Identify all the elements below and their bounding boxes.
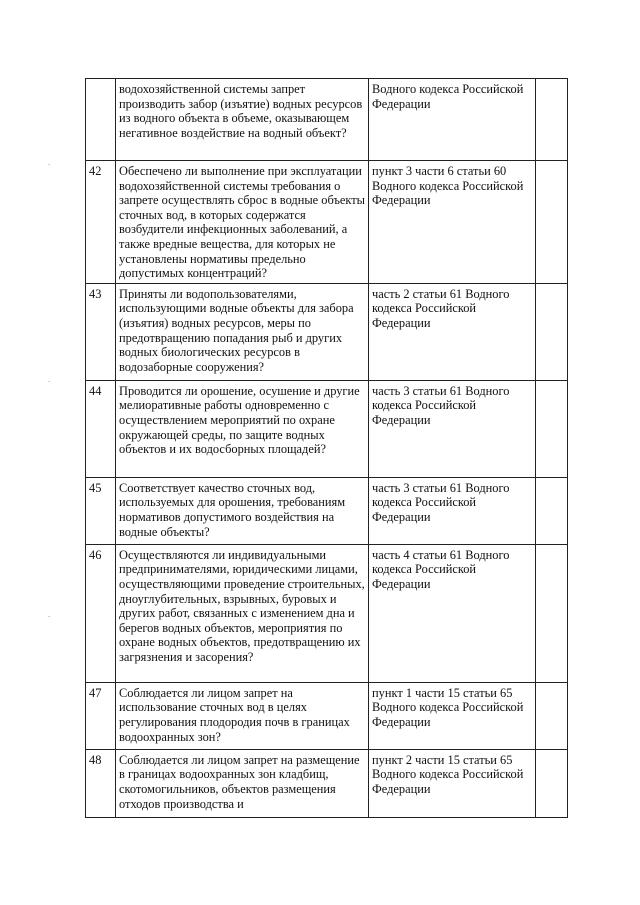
table-row bbox=[86, 283, 568, 380]
question-text: Приняты ли водопользователями, использующими водные объекты для забора (изъятия) водных ресурсов, меры по предотвращению попадания рыб и других водных биологических ресурсов в водозаборные сооружения? bbox=[116, 283, 369, 380]
row-number: 43 bbox=[86, 283, 116, 380]
table-row bbox=[86, 477, 568, 544]
legal-reference: Водного кодекса Российской Федерации bbox=[369, 79, 536, 161]
question-text: Обеспечено ли выполнение при эксплуатации водохозяйственной системы требования о запрете осуществлять сброс в водные объекты сточных вод, в которых содержатся возбудители инфекционных заболеваний, а также вредные вещества, для которых не установлены нормативы предельно допустимых концентраций? bbox=[116, 161, 369, 284]
table-row bbox=[86, 79, 568, 161]
question-text: Соблюдается ли лицом запрет на размещение в границах водоохранных зон кладбищ, скотомогильников, объектов размещения отходов производства и bbox=[116, 749, 369, 817]
row-number bbox=[86, 79, 116, 161]
legal-reference: часть 3 статьи 61 Водного кодекса Российской Федерации bbox=[369, 380, 536, 477]
row-number: 42 bbox=[86, 161, 116, 284]
legal-reference: часть 4 статьи 61 Водного кодекса Российской Федерации bbox=[369, 544, 536, 682]
row-number: 48 bbox=[86, 749, 116, 817]
row-number: 46 bbox=[86, 544, 116, 682]
margin-mark: . bbox=[48, 374, 51, 384]
note-cell bbox=[536, 79, 568, 161]
table-row bbox=[86, 682, 568, 749]
legal-reference: часть 2 статьи 61 Водного кодекса Российской Федерации bbox=[369, 283, 536, 380]
margin-mark: . bbox=[48, 157, 51, 167]
question-text: Осуществляются ли индивидуальными предпринимателями, юридическими лицами, осуществляющими проведение строительных, дноуглубительных, взрывных, буровых и других работ, связанных с изменением дна и берегов водных объектов, мероприятия по охране водных объектов, предотвращению их загрязнения и засорения? bbox=[116, 544, 369, 682]
question-text: Соответствует качество сточных вод, используемых для орошения, требованиям нормативов допустимого воздействия на водные объекты? bbox=[116, 477, 369, 544]
question-text: Соблюдается ли лицом запрет на использование сточных вод в целях регулирования плодородия почв в границах водоохранных зон? bbox=[116, 682, 369, 749]
note-cell bbox=[536, 544, 568, 682]
legal-reference: часть 3 статьи 61 Водного кодекса Российской Федерации bbox=[369, 477, 536, 544]
margin-mark: . bbox=[48, 609, 51, 619]
question-text: Проводится ли орошение, осушение и другие мелиоративные работы одновременно с осуществлением мероприятий по охране окружающей среды, по защите водных объектов и их водосборных площадей? bbox=[116, 380, 369, 477]
row-number: 45 bbox=[86, 477, 116, 544]
legal-reference: пункт 2 части 15 статьи 65 Водного кодекса Российской Федерации bbox=[369, 749, 536, 817]
table-row bbox=[86, 380, 568, 477]
note-cell bbox=[536, 283, 568, 380]
question-text: водохозяйственной системы запрет производить забор (изъятие) водных ресурсов из водного объекта в объеме, оказывающем негативное воздействие на водный объект? bbox=[116, 79, 369, 161]
table-row bbox=[86, 161, 568, 284]
note-cell bbox=[536, 682, 568, 749]
table-row bbox=[86, 749, 568, 817]
checklist-table bbox=[85, 78, 568, 818]
note-cell bbox=[536, 380, 568, 477]
table-row bbox=[86, 544, 568, 682]
legal-reference: пункт 3 части 6 статьи 60 Водного кодекса Российской Федерации bbox=[369, 161, 536, 284]
note-cell bbox=[536, 477, 568, 544]
row-number: 44 bbox=[86, 380, 116, 477]
note-cell bbox=[536, 749, 568, 817]
row-number: 47 bbox=[86, 682, 116, 749]
note-cell bbox=[536, 161, 568, 284]
legal-reference: пункт 1 части 15 статьи 65 Водного кодекса Российской Федерации bbox=[369, 682, 536, 749]
